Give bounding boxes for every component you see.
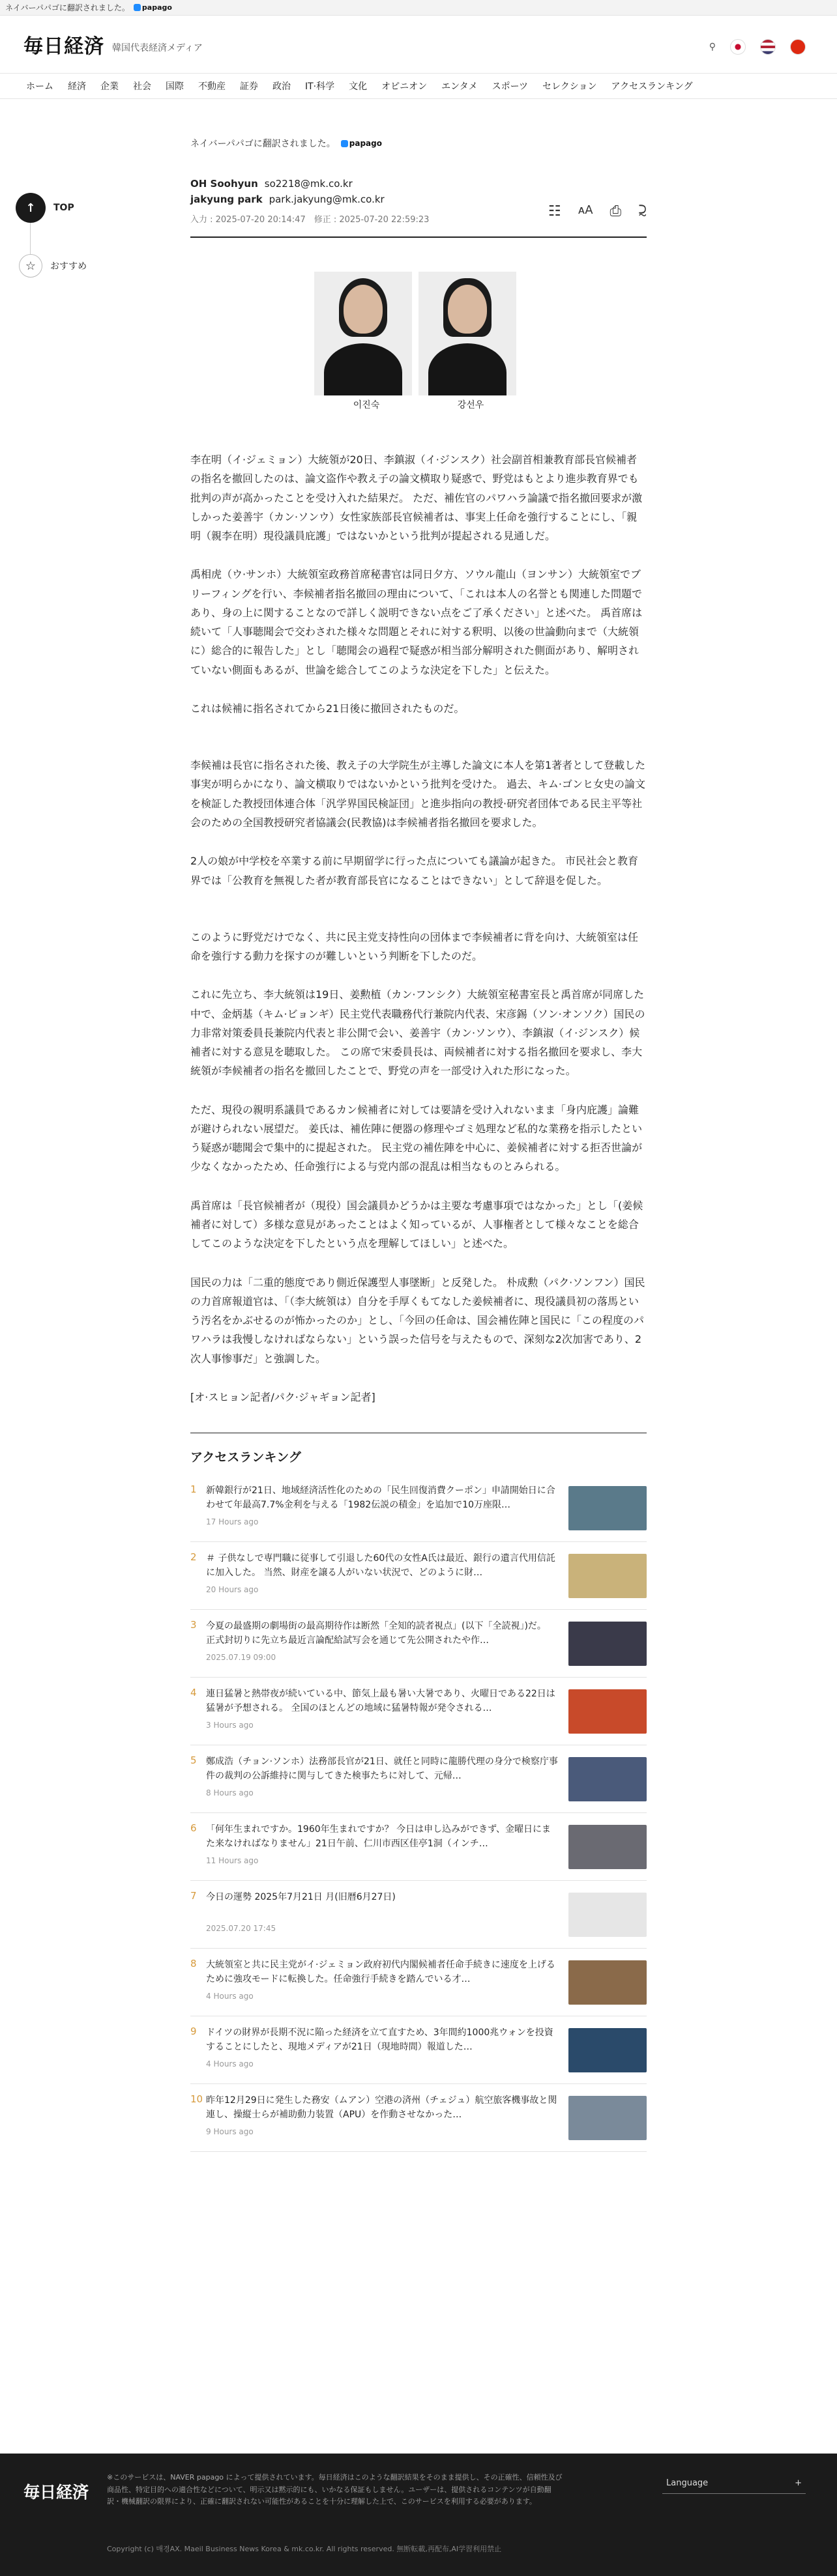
rank-thumbnail[interactable] bbox=[568, 1893, 647, 1937]
paragraph: 李候補は長官に指名された後、教え子の大学院生が主導した論文に本人を第1著者として登載した事実が明らかになり、論文横取りではないかという批判を受けた。 過去、キム·ゴンヒ女史の論文を検証した教授団体連合体「汎学界国民検証団」と進歩指向の教授·研究者団体である民主平等社会のための全国教授研究者協議会(民教協)は李候補者指名撤回を要求した。 bbox=[190, 759, 646, 829]
papago-logo: papago bbox=[134, 3, 172, 12]
font-size-icon[interactable]: ᴀA bbox=[578, 203, 593, 217]
article-body bbox=[190, 450, 647, 1407]
rank-number: 6 bbox=[190, 1822, 197, 1835]
papago-icon bbox=[134, 4, 141, 11]
topbar-text: ネイバーパパゴに翻訳されました。 bbox=[5, 3, 130, 12]
recommend-button[interactable] bbox=[16, 254, 94, 278]
rank-thumbnail[interactable] bbox=[568, 2096, 647, 2140]
paragraph: 李在明（イ·ジェミョン）大統領が20日、李鎮淑（イ·ジンスク）社会副首相兼教育部長官候補者の指名を撤回したのは、論文盗作や教え子の論文横取り疑惑で、野党はもとより進歩教育界でも批判の声が高かったことを受け入れた結果だ。 ただ、補佐官のパワハラ論議で指名撤回要求が激しかった姜善宇（カン·ソンウ）女性家族部長官候補者は、事実上任命を強行することにし、「親明（親李在明）現役議員庇護」ではないかという批判が提起される見通しだ。 bbox=[190, 453, 643, 543]
paragraph: これに先立ち、李大統領は19日、姜勲植（カン·フンシク）大統領室秘書室長と禹首席が同席した中で、金炳基（キム·ビョンギ）民主党代表職務代行兼院内代表、宋彦錫（ソン·オンソク）国民の力非常対策委員長兼院内代表と非公開で会い、姜善宇（カン·ソンウ）、李鎮淑（イ·ジンスク）候補者に対する意見を聴取した。 この席で宋委員長は、両候補者に対する指名撤回を要求し、李大統領が李候補者の指名を撤回したことで、野党の声を一部受け入れた形になった。 bbox=[190, 988, 645, 1078]
recommend-label: おすすめ bbox=[50, 261, 87, 272]
header-actions bbox=[709, 39, 806, 55]
rank-number: 3 bbox=[190, 1619, 197, 1631]
portrait-left bbox=[314, 272, 412, 395]
nav-item-opinion[interactable]: オピニオン bbox=[381, 81, 428, 92]
nav-item-economy[interactable]: 経済 bbox=[68, 81, 86, 92]
author-info bbox=[190, 176, 647, 207]
rank-time: 20 Hours ago bbox=[206, 1585, 259, 1595]
rank-number: 5 bbox=[190, 1754, 197, 1767]
language-select[interactable] bbox=[662, 2473, 806, 2494]
rank-headline[interactable]: ドイツの財界が長期不況に陥った経済を立て直すため、3年間約1000兆ウォンを投資することにしたと、現地メディアが21日（現地時間）報道した… bbox=[206, 2027, 553, 2053]
byline: [オ·スヒョン記者/パク·ジャギョン記者] bbox=[190, 1390, 375, 1403]
flag-usa-icon[interactable] bbox=[760, 39, 776, 55]
ranking-item[interactable] bbox=[190, 1745, 647, 1813]
site-logo[interactable]: 毎日経済 bbox=[23, 35, 104, 58]
nav-item-politics[interactable]: 政治 bbox=[272, 81, 291, 92]
header-rule bbox=[190, 236, 647, 238]
ranking-item[interactable] bbox=[190, 1678, 647, 1745]
author-name[interactable]: OH Soohyun bbox=[190, 178, 258, 190]
ranking-item[interactable] bbox=[190, 2016, 647, 2084]
rank-headline[interactable]: 「何年生まれですか。1960年生まれですか？ 今日は申し込みができず、金曜日にまた来なければなりません」21日午前、仁川市西区佳亭1洞（インチ… bbox=[206, 1824, 551, 1850]
scroll-top-button[interactable] bbox=[16, 193, 94, 223]
search-icon[interactable]: ⚲ bbox=[709, 42, 716, 52]
side-divider bbox=[30, 223, 31, 254]
rank-number: 7 bbox=[190, 1890, 197, 1902]
rank-thumbnail[interactable] bbox=[568, 1554, 647, 1598]
rank-number: 8 bbox=[190, 1958, 197, 1970]
nav-item-stocks[interactable]: 証券 bbox=[240, 81, 258, 92]
papago-logo: papago bbox=[341, 139, 382, 148]
papago-icon bbox=[341, 140, 348, 147]
arrow-up-icon: ↑ bbox=[16, 193, 46, 223]
site-tagline: 韓国代表経済メディア bbox=[112, 43, 203, 53]
rank-number: 4 bbox=[190, 1687, 197, 1699]
rank-headline[interactable]: 昨年12月29日に発生した務安（ムアン）空港の済州（チェジュ）航空旅客機事故と関連し、操縦士らが補助動力装置（APU）を作動させなかった… bbox=[206, 2095, 557, 2121]
rank-thumbnail[interactable] bbox=[568, 2028, 647, 2072]
site-footer bbox=[0, 2454, 837, 2576]
paragraph: これは候補に指名されてから21日後に撤回されたものだ。 bbox=[190, 702, 465, 715]
nav-item-business[interactable]: 企業 bbox=[100, 81, 119, 92]
photo-name: 이진숙 bbox=[353, 400, 380, 410]
rank-time: 11 Hours ago bbox=[206, 1856, 259, 1866]
ranking-title: アクセスランキング bbox=[190, 1450, 301, 1465]
rank-number: 1 bbox=[190, 1483, 197, 1496]
site-header bbox=[0, 16, 837, 73]
ranking-item[interactable] bbox=[190, 1813, 647, 1881]
rank-time: 3 Hours ago bbox=[206, 1721, 254, 1730]
share-icon[interactable]: ⫈ bbox=[638, 203, 647, 220]
paragraph: 禹首席は「長官候補者が（現役）国会議員かどうかは主要な考慮事項ではなかった」とし「(姜候補者に対して）多様な意見があったことはよく知っているが、人事権者として様々なことを総合してこのような決定を下したという点を理解してほしい」と述べた。 bbox=[190, 1199, 643, 1250]
rank-thumbnail[interactable] bbox=[568, 1960, 647, 2005]
portrait-right bbox=[419, 272, 516, 395]
footer-disclaimer: ※このサービスは、NAVER papago によって提供されています。毎日経済はこのような翻訳結果をそのまま提供し、その正確性、信頼性及び商品性、特定目的への適合性などについて、明示又は黙示的にも、いかなる保証もしません。ユーザーは、提供されるコンテンツが自動翻訳・機械翻訳の限界により、正確に翻訳されない可能性があることを十分に理解した上で、このサービスを利用する必要があります。 bbox=[107, 2473, 563, 2506]
rank-headline[interactable]: 新韓銀行が21日、地域経済活性化のための「民生回復消費クーポン」申請開始日に合わせて年最高7.7%金利を与える「1982伝説の積金」を追加で10万座限… bbox=[206, 1485, 555, 1511]
photo-captions bbox=[314, 398, 523, 411]
rank-headline[interactable]: 大統領室と共に民主党がイ·ジェミョン政府初代内閣候補者任命手続きに速度を上げるために強攻モードに転換した。任命強行手続きを踏んでいる才… bbox=[206, 1960, 555, 1985]
author-name[interactable]: jakyung park bbox=[190, 193, 263, 205]
nav-item-realestate[interactable]: 不動産 bbox=[198, 81, 226, 92]
language-label: Language bbox=[666, 2478, 709, 2488]
article-tools bbox=[548, 203, 647, 220]
nav-item-home[interactable]: ホーム bbox=[26, 81, 53, 92]
flag-china-icon[interactable] bbox=[790, 39, 806, 55]
paragraph: 禹相虎（ウ·サンホ）大統領室政務首席秘書官は同日夕方、ソウル龍山（ヨンサン）大統領室でブリーフィングを行い、李候補者指名撤回の理由について、「これは本人の名誉とも関連した問題であり、身の上に関することなので詳しく説明できない点をご了承ください」と述べた。 禹首席は続いて「人事聴聞会で交わされた様々な問題とそれに対する釈明、以後の世論動向まで（大統領に）総合的に報告した」とし「聴聞会の過程で疑惑が相当部分解明された側面があり、解明されていない側面もあるが、世論を総合してこのような決定を下した」と伝えた。 bbox=[190, 568, 643, 676]
footer-logo[interactable]: 毎日経済 bbox=[23, 2483, 89, 2502]
rank-headline[interactable]: 今夏の最盛期の劇場街の最高期待作は断然「全知的読者視点」(以下「全読視」)だ。 正式封切りに先立ち最近言論配給試写会を通じて先公開されたや作… bbox=[206, 1621, 546, 1646]
rank-time: 8 Hours ago bbox=[206, 1788, 254, 1798]
rank-thumbnail[interactable] bbox=[568, 1622, 647, 1666]
rank-thumbnail[interactable] bbox=[568, 1757, 647, 1801]
rank-number: 2 bbox=[190, 1551, 197, 1564]
rank-time: 2025.07.19 09:00 bbox=[206, 1653, 276, 1663]
rank-headline[interactable]: ＃ 子供なしで専門職に従事して引退した60代の女性A氏は最近、銀行の遺言代用信託に加入した。 当然、財産を譲る人がいない状況で、どのように財… bbox=[206, 1553, 555, 1579]
paragraph: このように野党だけでなく、共に民主党支持性向の団体まで李候補者に背を向け、大統領室は任命を強行する動力を探すのが難しいという判断を下したのだ。 bbox=[190, 930, 639, 963]
paragraph: 国民の力は「二重的態度であり側近保護型人事墜断」と反発した。 朴成勲（パク·ソンフン）国民の力首席報道官は、「（李大統領は）自分を手厚くもてなした姜候補者に、現役議員初の落馬という汚名をかぶせるのが怖かったのか」とし、「今回の任命は、国会補佐陣と国民に「この程度のパワハラは我慢しなければならない」という誤った信号を与えたもので、深刻な2次加害であり、2次人事惨事だ」と強調した。 bbox=[190, 1276, 645, 1365]
rank-time: 17 Hours ago bbox=[206, 1517, 259, 1527]
article bbox=[190, 137, 647, 2152]
rank-time: 4 Hours ago bbox=[206, 1992, 254, 2001]
rank-thumbnail[interactable] bbox=[568, 1825, 647, 1869]
main-nav bbox=[0, 73, 837, 99]
translate-icon[interactable]: ☷ bbox=[548, 203, 561, 220]
translation-topbar bbox=[0, 0, 837, 16]
plus-icon: + bbox=[795, 2478, 802, 2488]
rank-headline[interactable]: 鄭成浩（チョン·ソンホ）法務部長官が21日、就任と同時に龍勝代理の身分で検察庁事件の裁判の公訴維持に関与してきた検事たちに対して、元帰… bbox=[206, 1756, 558, 1782]
nav-item-selection[interactable]: セレクション bbox=[542, 81, 597, 92]
ranking-item[interactable] bbox=[190, 1542, 647, 1610]
side-floating-menu bbox=[16, 193, 94, 278]
scroll-top-label: TOP bbox=[53, 203, 74, 213]
paragraph: ただ、現役の親明系議員であるカン候補者に対しては要請を受け入れないまま「身内庇護」論難が避けられない展望だ。 姜氏は、補佐陣に便器の修理やゴミ処理など私的な業務を指示したという疑惑が聴聞会で集中的に提起された。 民主党の補佐陣を中心に、姜候補者に対する拒否世論が少なくなかったため、任命強行による与党内部の混乱は相当なものとみられる。 bbox=[190, 1103, 643, 1173]
rank-headline[interactable]: 今日の運勢 2025年7月21日 月(旧暦6月27日) bbox=[206, 1892, 396, 1903]
nav-item-society[interactable]: 社会 bbox=[133, 81, 151, 92]
rank-thumbnail[interactable] bbox=[568, 1689, 647, 1734]
rank-headline[interactable]: 連日猛暑と熱帯夜が続いている中、節気上最も暑い大暑であり、火曜日である22日は猛暑が予想される。 全国のほとんどの地域に猛暑特報が発令される… bbox=[206, 1689, 555, 1714]
paragraph: 2人の娘が中学校を卒業する前に早期留学に行った点についても議論が起きた。 市民社会と教育界では「公教育を無視した者が教育部長官になることはできない」として辞退を促した。 bbox=[190, 855, 638, 887]
nav-item-it-science[interactable]: IT·科学 bbox=[305, 81, 335, 92]
copyright: Copyright (c) 매경AX. Maeil Business News Korea & mk.co.kr. All rights reserved. 無断転載,再配布,AI学習利用禁止 bbox=[107, 2545, 502, 2553]
rank-time: 4 Hours ago bbox=[206, 2059, 254, 2069]
ranking-item[interactable] bbox=[190, 1949, 647, 2016]
star-icon: ☆ bbox=[19, 254, 42, 278]
ranking-list bbox=[190, 1474, 647, 2152]
nav-item-world[interactable]: 国際 bbox=[166, 81, 184, 92]
author-email[interactable]: so2218@mk.co.kr bbox=[264, 178, 353, 190]
article-dates: 入力 : 2025-07-20 20:14:47 修正 : 2025-07-20 22:59:23 bbox=[190, 215, 430, 225]
rank-time: 9 Hours ago bbox=[206, 2127, 254, 2137]
flag-korea-icon[interactable] bbox=[730, 39, 746, 55]
nav-item-culture[interactable]: 文化 bbox=[349, 81, 368, 92]
ranking-item[interactable] bbox=[190, 1610, 647, 1678]
article-photo bbox=[314, 272, 523, 411]
ranking-item[interactable] bbox=[190, 2084, 647, 2152]
translation-note bbox=[190, 137, 647, 150]
ranking-item[interactable] bbox=[190, 1474, 647, 1542]
nav-item-sports[interactable]: スポーツ bbox=[492, 81, 529, 92]
print-icon[interactable]: ⎙ bbox=[609, 203, 622, 220]
rank-time: 2025.07.20 17:45 bbox=[206, 1924, 276, 1934]
nav-item-ranking[interactable]: アクセスランキング bbox=[611, 81, 693, 92]
translation-note-text: ネイバーパパゴに翻訳されました。 bbox=[190, 139, 336, 149]
author-email[interactable]: park.jakyung@mk.co.kr bbox=[269, 193, 385, 205]
rank-number: 9 bbox=[190, 2025, 197, 2038]
ranking-item[interactable] bbox=[190, 1881, 647, 1949]
rank-number: 10 bbox=[190, 2093, 203, 2106]
rank-thumbnail[interactable] bbox=[568, 1486, 647, 1530]
nav-item-entertainment[interactable]: エンタメ bbox=[441, 81, 478, 92]
photo-name: 강선우 bbox=[457, 400, 484, 410]
